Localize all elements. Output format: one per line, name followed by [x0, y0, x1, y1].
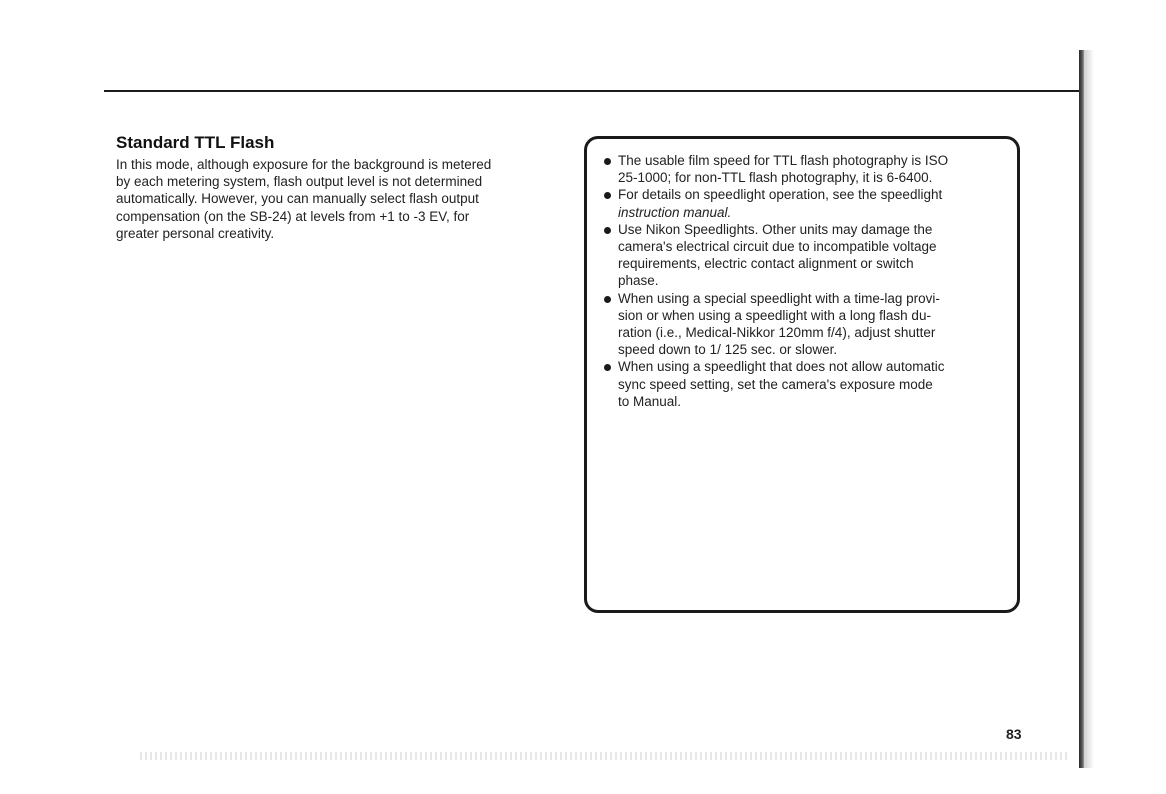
note-line: 25-1000; for non-TTL flash photography, it is 6-6400. — [618, 170, 933, 186]
note-line: When using a speedlight that does not allow automatic — [618, 359, 945, 375]
note-item — [604, 358, 1014, 410]
paragraph-line: In this mode, although exposure for the background is metered — [116, 157, 492, 172]
notes-list — [604, 152, 1014, 410]
header-rule — [104, 90, 1080, 92]
note-line: requirements, electric contact alignment or switch — [618, 256, 914, 272]
section-paragraph — [116, 156, 562, 242]
bullet-icon — [604, 227, 611, 234]
note-line: ration (i.e., Medical-Nikkor 120mm f/4), adjust shutter — [618, 325, 936, 341]
bullet-icon — [604, 192, 611, 199]
note-line: to Manual. — [618, 393, 682, 409]
note-item — [604, 152, 1014, 186]
note-line: speed down to 1/ 125 sec. or slower. — [618, 342, 838, 358]
section-title: Standard TTL Flash — [116, 133, 275, 152]
bullet-icon — [604, 364, 611, 371]
note-line: sync speed setting, set the camera's exposure mode — [618, 376, 933, 392]
note-item — [604, 290, 1014, 359]
note-line: When using a special speedlight with a time-lag provi- — [618, 290, 940, 306]
standard-ttl-section — [116, 132, 562, 242]
note-line: Use Nikon Speedlights. Other units may damage the — [618, 221, 933, 237]
paragraph-line: automatically. However, you can manually select flash output — [116, 191, 479, 207]
page-number: 83 — [1006, 726, 1022, 742]
note-line: For details on speedlight operation, see the speedlight — [618, 187, 943, 203]
paragraph-line: compensation (on the SB-24) at levels from +1 to -3 EV, for — [116, 208, 470, 224]
paragraph-line: by each metering system, flash output level is not determined — [116, 174, 483, 190]
note-line: phase. — [618, 273, 659, 289]
note-line: camera's electrical circuit due to incompatible voltage — [618, 239, 937, 255]
note-item — [604, 221, 1014, 290]
scan-noise — [140, 752, 1070, 760]
note-item — [604, 186, 1014, 220]
binding-shadow — [1084, 50, 1094, 768]
paragraph-line: greater personal creativity. — [116, 225, 275, 241]
bullet-icon — [604, 296, 611, 303]
note-line: sion or when using a speedlight with a long flash du- — [618, 307, 931, 323]
note-line: The usable film speed for TTL flash photography is ISO — [618, 153, 949, 168]
note-line: instruction manual. — [618, 204, 732, 220]
bullet-icon — [604, 158, 611, 165]
